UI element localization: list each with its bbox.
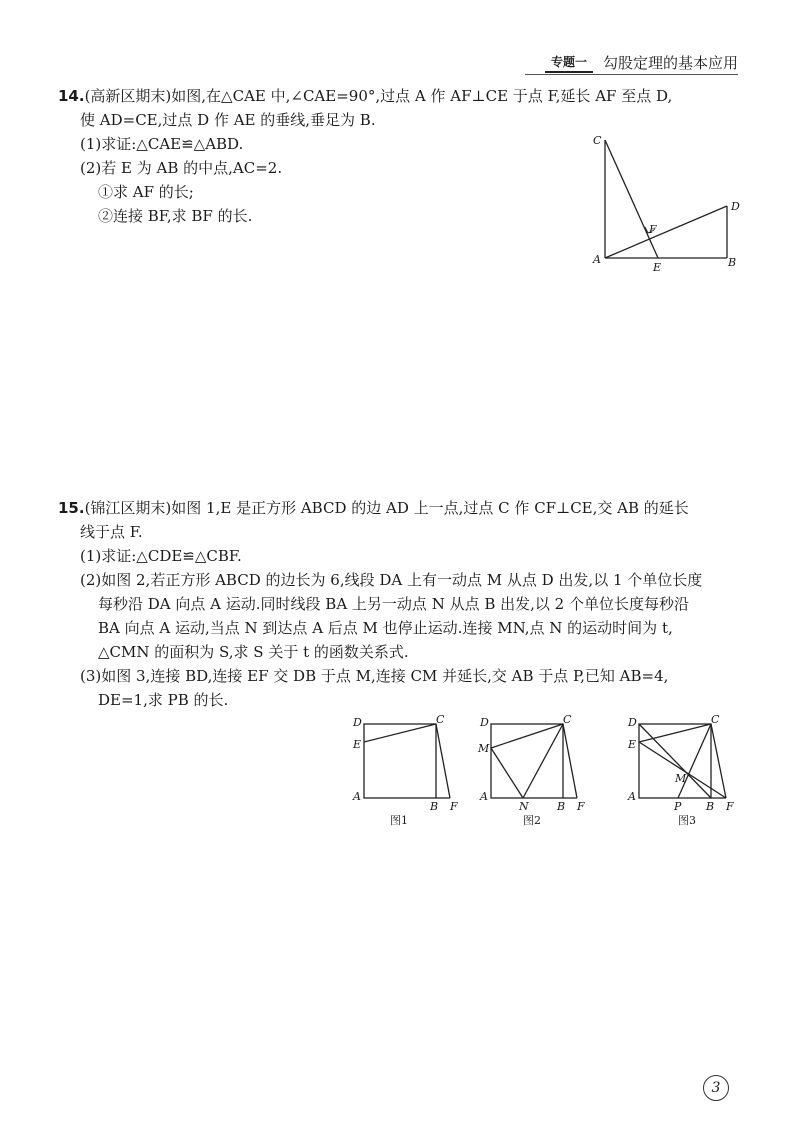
problem-15-part-2-line-4: △CMN 的面积为 S,求 S 关于 t 的函数关系式. (98, 643, 409, 661)
problem-15-part-2-line-3: BA 向点 A 运动,当点 N 到达点 A 后点 M 也停止运动.连接 MN,点 N 的运动时间为 t, (98, 619, 673, 637)
label-m: M (675, 772, 687, 785)
label-c: C (436, 713, 445, 726)
problem-15-line-1 (58, 496, 702, 520)
label-b: B (557, 800, 566, 813)
problem-15 (58, 496, 702, 712)
label-n: N (519, 800, 529, 813)
segment-ec (639, 724, 711, 742)
segment-db (639, 724, 711, 798)
problem-14-part-2: (2)若 E 为 AB 的中点,AC=2. (80, 159, 283, 177)
segment-cf (436, 724, 450, 798)
problem-14-figure (585, 130, 745, 279)
label-d: D (480, 716, 489, 729)
square-abcd (491, 724, 563, 798)
label-c: C (593, 134, 602, 147)
problem-14-subpart-2: ②连接 BF,求 BF 的长. (98, 207, 253, 225)
label-a: A (628, 790, 636, 803)
problem-15-part-3-line-2: DE=1,求 PB 的长. (98, 691, 229, 709)
figure-3 (624, 712, 749, 836)
segment-cf (563, 724, 577, 798)
problem-14-line-1 (58, 84, 672, 108)
problem-15-part-1: (1)求证:△CDE≌△CBF. (80, 547, 242, 565)
label-c: C (711, 713, 720, 726)
problem-15-part-2-line-1: (2)如图 2,若正方形 ABCD 的边长为 6,线段 DA 上有一动点 M 从点 D 出发,以 1 个单位长度 (80, 571, 703, 589)
segment-ce (605, 140, 658, 258)
label-e: E (653, 261, 662, 274)
page-number: 3 (703, 1075, 729, 1101)
label-a: A (593, 253, 601, 266)
problem-14 (58, 84, 672, 228)
problem-text: (高新区期末)如图,在△CAE 中,∠CAE=90°,过点 A 作 AF⊥CE 于点 F,延长 AF 至点 D, (84, 87, 673, 105)
figure-2 (477, 712, 597, 836)
segment-ad (605, 206, 727, 258)
label-d: D (731, 200, 740, 213)
problem-14-line-2: 使 AD=CE,过点 D 作 AE 的垂线,垂足为 B. (80, 111, 376, 129)
label-f: F (450, 800, 458, 813)
label-f: F (726, 800, 734, 813)
problem-14-subpart-1: ①求 AF 的长; (98, 183, 194, 201)
label-b: B (706, 800, 715, 813)
segment-cf (711, 724, 726, 798)
header-divider (525, 74, 738, 75)
segment-ec (364, 724, 436, 742)
label-d: D (628, 716, 637, 729)
label-f: F (649, 223, 657, 236)
label-b: B (728, 256, 737, 269)
problem-number: 14. (58, 87, 85, 105)
figure-1-caption: 图1 (390, 814, 408, 827)
page-header (545, 52, 738, 73)
topic-title: 勾股定理的基本应用 (602, 54, 738, 72)
problem-number: 15. (58, 499, 85, 517)
label-a: A (353, 790, 361, 803)
label-a: A (480, 790, 488, 803)
label-p: P (674, 800, 682, 813)
label-m: M (478, 742, 490, 755)
problem-15-part-2-line-2: 每秒沿 DA 向点 A 运动.同时线段 BA 上另一动点 N 从点 B 出发,以 2 个单位长度每秒沿 (98, 595, 689, 613)
segment-ef (639, 742, 726, 798)
label-b: B (430, 800, 439, 813)
figure-3-caption: 图3 (678, 814, 696, 827)
label-f: F (577, 800, 585, 813)
label-e: E (628, 738, 637, 751)
square-abcd (364, 724, 436, 798)
problem-14-part-1: (1)求证:△CAE≌△ABD. (80, 135, 244, 153)
label-c: C (563, 713, 572, 726)
figure-1 (348, 712, 468, 836)
label-e: E (353, 738, 362, 751)
label-d: D (353, 716, 362, 729)
topic-badge: 专题一 (545, 52, 593, 73)
problem-15-part-3-line-1: (3)如图 3,连接 BD,连接 EF 交 DB 于点 M,连接 CM 并延长,交 AB 于点 P,已知 AB=4, (80, 667, 669, 685)
figure-2-caption: 图2 (523, 814, 541, 827)
problem-text: (锦江区期末)如图 1,E 是正方形 ABCD 的边 AD 上一点,过点 C 作 CF⊥CE,交 AB 的延长 (84, 499, 689, 517)
segment-cp (678, 724, 711, 798)
segment-mn (491, 748, 523, 798)
problem-15-line-2: 线于点 F. (80, 523, 143, 541)
